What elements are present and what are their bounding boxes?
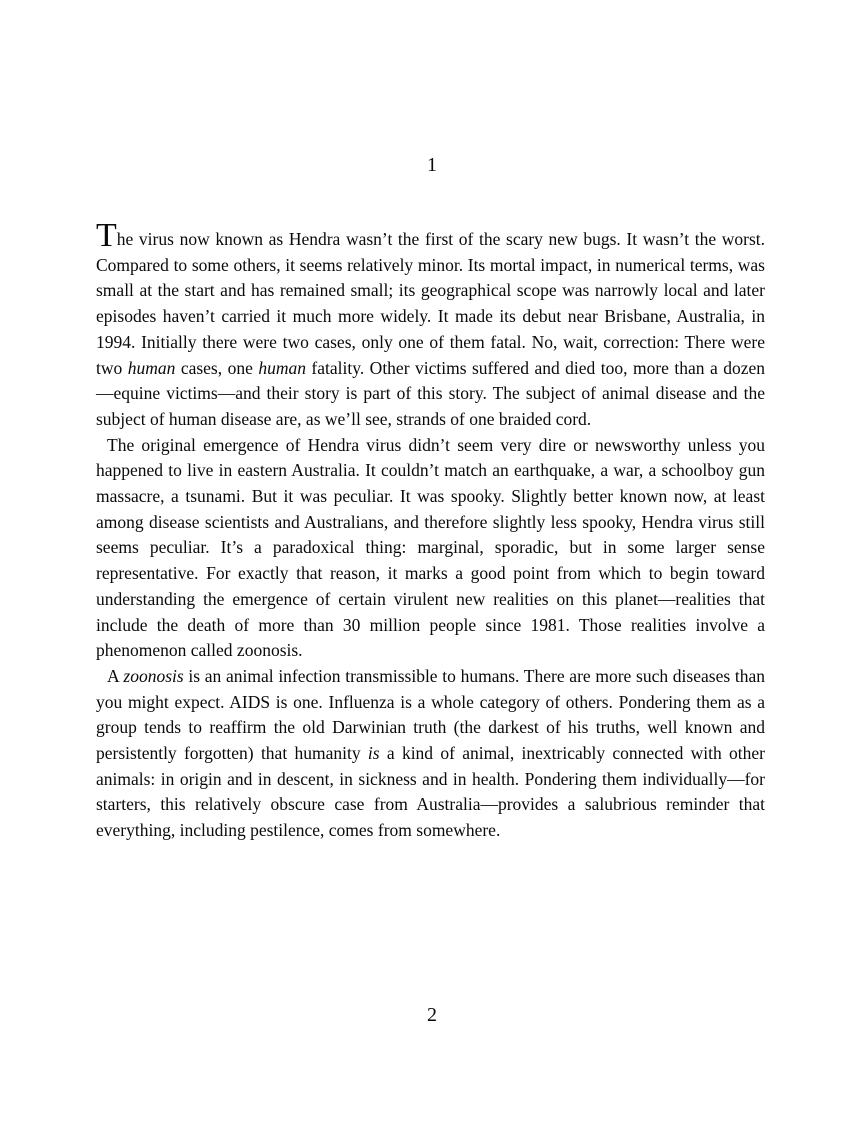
paragraph	[96, 433, 765, 664]
body-text-segment: is an animal infection transmissible to humans. There are more such diseases than you might expect. AIDS is one. Influenza is a whole category of others. Pondering them as a group tends to reaffirm the old Darwinian truth (the darkest of his truths, well known and persistently forgotten) that humanity	[96, 665, 765, 764]
italic-text: human	[258, 357, 306, 378]
body-text-segment: A	[107, 665, 124, 686]
italic-text: is	[367, 743, 380, 764]
paragraph	[96, 664, 765, 844]
body-text-segment: fatality. Other victims suffered and died too, more than a dozen—equine victims—and their story is part of this story. The subject of animal disease and the subject of human disease are, as we’ll see, strands of one braided cord.	[96, 357, 765, 429]
body-text-segment: The original emergence of Hendra virus didn’t seem very dire or newsworthy unless you happened to live in eastern Australia. It couldn’t match an earthquake, a war, a schoolboy gun massacre, a tsunami. But it was peculiar. It was spooky. Slightly better known now, at least among disease scientists and Australians, and therefore slightly less spooky, Hendra virus still seems peculiar. It’s a paradoxical thing: marginal, sporadic, but in some larger sense representative. For exactly that reason, it marks a good point from which to begin toward understanding the emergence of certain virulent new realities on this planet—realities that include the death of more than 30 million people since 1981. Those realities involve a phenomenon called zoonosis.	[96, 434, 765, 661]
page-body	[96, 217, 766, 844]
body-text-segment: he virus now known as Hendra wasn’t the first of the scary new bugs. It wasn’t the worst. Compared to some others, it seems relatively minor. Its mortal impact, in numerical terms, was small at the start and has remained small; its geographical scope was narrowly local and later episodes haven’t carried it much more widely. It made its debut near Brisbane, Australia, in 1994. Initially there were two cases, only one of them fatal. No, wait, correction: There were two	[96, 229, 765, 378]
italic-text: zoonosis	[123, 665, 184, 686]
page-number: 2	[427, 1004, 437, 1026]
initial-capital: T	[96, 217, 117, 254]
body-text-segment: a kind of animal, inextricably connected with other animals: in origin and in descent, in sickness and in health. Pondering them individually—for starters, this relatively obscure case from Australia—provides a salubrious reminder that everything, including pestilence, comes from somewhere.	[96, 743, 766, 841]
chapter-number: 1	[427, 154, 437, 176]
body-text-segment: cases, one	[175, 357, 259, 378]
paragraph	[96, 217, 765, 433]
italic-text: human	[127, 357, 176, 378]
